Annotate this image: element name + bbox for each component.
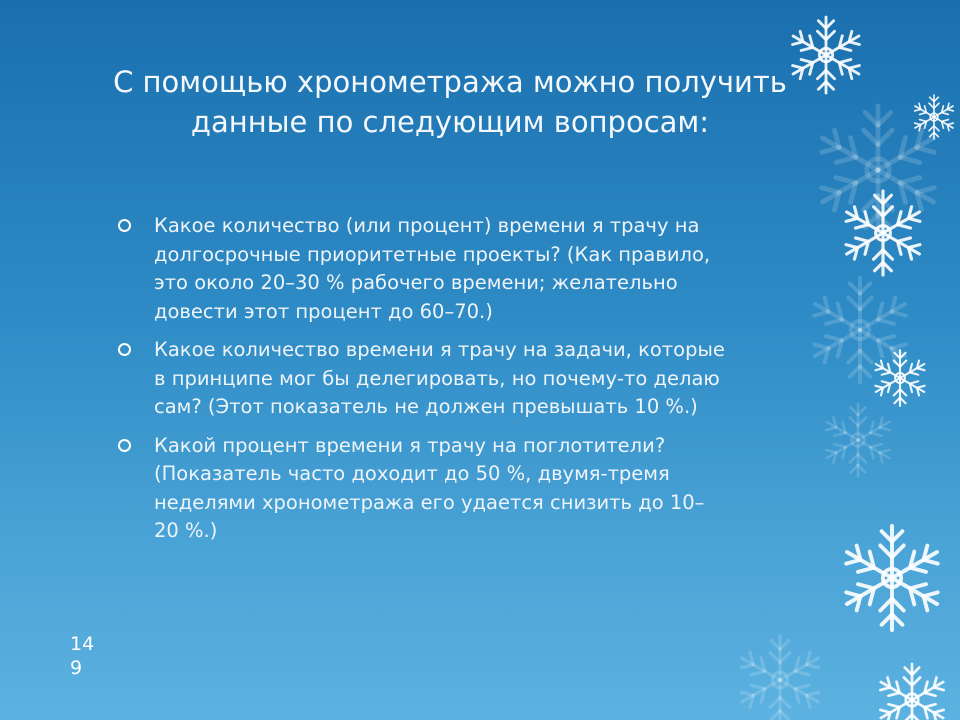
bullet-text-line: долгосрочные приоритетные проекты? (Как правило, xyxy=(154,242,711,266)
bullet-text-line: Какой процент времени я трачу на поглотители? xyxy=(154,433,666,457)
slide-title-line: данные по следующим вопросам: xyxy=(190,105,710,139)
slide-number xyxy=(70,632,104,680)
bullet-text-line: Какое количество времени я трачу на задачи, которые xyxy=(154,338,725,361)
circle-bullet-icon xyxy=(118,343,131,356)
snowflake-icon xyxy=(815,106,940,234)
circle-bullet-icon xyxy=(118,219,131,232)
bullet-text-line: 20 %.) xyxy=(154,519,218,542)
bullet-text-line: в принципе мог бы делегировать, но почему-то делаю xyxy=(154,366,720,390)
bullet-text-line: (Показатель часто доходит до 50 %, двумя-тремя xyxy=(154,462,670,485)
snowflake-icon xyxy=(877,664,947,720)
bullet-item xyxy=(116,212,816,326)
bullet-text-line: Какое количество (или процент) времени я трачу на xyxy=(154,214,700,237)
bullet-text-line: довести этот процент до 60–70.) xyxy=(154,299,493,323)
slide-title-line: С помощью хронометража можно получить xyxy=(113,65,787,99)
bullet-item xyxy=(116,432,816,546)
snowflake-icon xyxy=(841,526,943,630)
slide-number-line: 9 xyxy=(70,657,83,679)
snowflake-icon xyxy=(737,636,823,720)
snowflake-icon xyxy=(809,278,911,382)
snowflake-icon xyxy=(873,350,928,406)
bullet-text-line: сам? (Этот показатель не должен превышать 10 %.) xyxy=(154,395,698,418)
bullet-list xyxy=(116,212,816,556)
bullet-item xyxy=(116,336,816,422)
circle-bullet-icon xyxy=(118,439,131,452)
slide-number-line: 14 xyxy=(70,633,95,655)
slide-title xyxy=(100,62,800,142)
snowflake-icon xyxy=(842,191,924,275)
bullet-text-line: неделями хронометража его удается снизить до 10– xyxy=(154,490,705,514)
snowflake-icon xyxy=(823,404,893,476)
bullet-text-line: это около 20–30 % рабочего времени; желательно xyxy=(154,271,678,294)
